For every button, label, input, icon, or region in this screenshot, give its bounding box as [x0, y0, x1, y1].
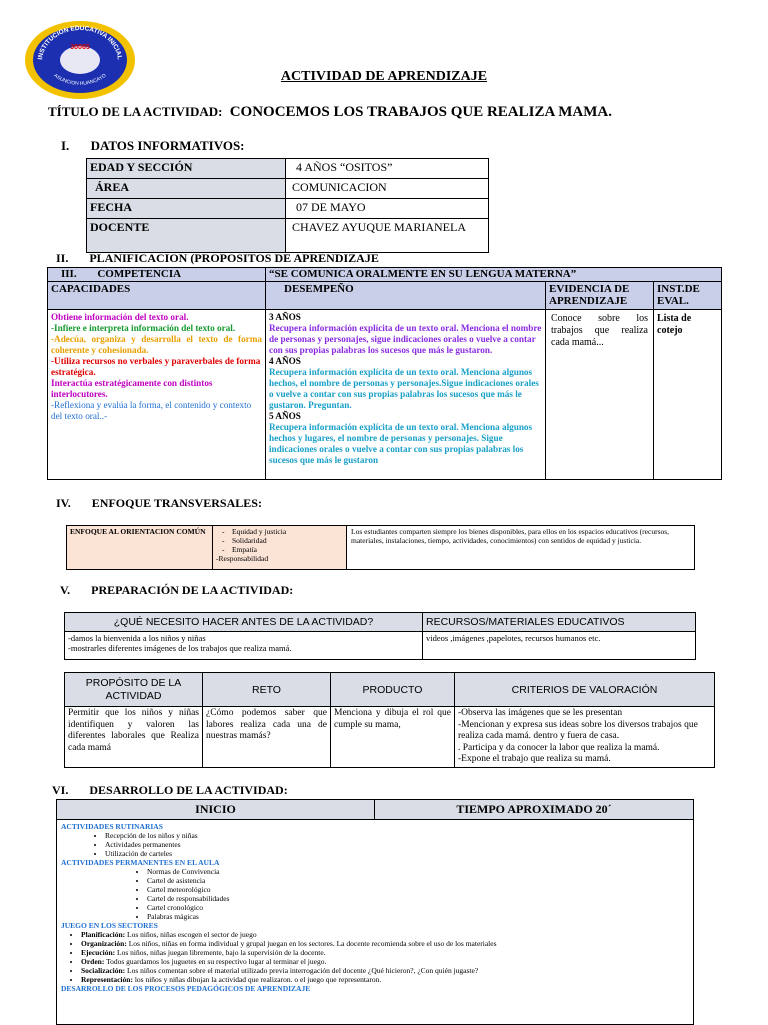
school-logo [22, 18, 138, 100]
prep-header-1: ¿QUÉ NECESITO HACER ANTES DE LA ACTIVIDAD? [65, 613, 423, 632]
criterio-1: -Observa las imágenes que se les presentan [458, 708, 623, 718]
plan-header-reto: RETO [203, 673, 331, 707]
desarrollo-table [56, 799, 694, 1025]
section-1-heading [61, 138, 245, 154]
criterio-2: -Mencionan y expresa sus ideas sobre los diversos trabajos que realiza cada mamá. dentro y fuera de casa. [458, 719, 698, 741]
datos-table [86, 158, 489, 253]
rutinaria-2: • Actividades permanentes [105, 840, 689, 849]
header-capacidades: CAPACIDADES [48, 282, 266, 310]
inicio-header: INICIO [57, 800, 375, 820]
area-label: ÁREA [87, 179, 286, 199]
permanentes-title: ACTIVIDADES PERMANENTES EN EL AULA [61, 858, 220, 867]
capacidad-6: -Reflexiona y evalúa la forma, el contenido y contexto del texto oral..- [51, 400, 252, 421]
document-title: ACTIVIDAD DE APRENDIZAJE [280, 69, 488, 84]
plan-proposito: Permitir que los niños y niñas identifiquen y valoren las diferentes laborales que Realiza cada mamá [65, 707, 203, 768]
edad-value: 4 AÑOS “OSITOS” [286, 159, 489, 179]
procesos-title: DESARROLLO DE LOS PROCESOS PEDAGÓGICOS DE APRENDIZAJE [61, 984, 311, 993]
tiempo-header: TIEMPO APROXIMADO 20´ [375, 800, 694, 820]
permanente-2: • Cartel de asistencia [147, 876, 689, 885]
proposito-table [64, 672, 715, 768]
rutinaria-3: • Utilización de carteles [105, 849, 689, 858]
desempeno-age-4: 4 AÑOS [269, 356, 301, 366]
section-1-number: I. [61, 138, 70, 153]
juego-item-3: • Ejecución: Los niños, niñas juegan libremente, bajo la supervisión de la docente. [81, 948, 689, 957]
section-1-title: DATOS INFORMATIVOS: [90, 138, 245, 153]
preparacion-table [64, 612, 696, 660]
header-evidencia: EVIDENCIA DE APRENDIZAJE [546, 282, 654, 310]
permanente-5: • Cartel cronológico [147, 903, 689, 912]
juego-item-4: • Orden: Todos guardamos los juguetes en su respectivo lugar al terminar el juego. [81, 957, 689, 966]
docente-label: DOCENTE [87, 219, 286, 253]
enfoque-name: ENFOQUE AL ORIENTACION COMÚN [67, 526, 213, 570]
section-3-number: III. [61, 268, 77, 280]
fecha-label: FECHA [87, 199, 286, 219]
criterio-3: . Participa y da conocer la labor que realiza la mamá. [458, 742, 660, 753]
logo-bottom-text: ASUNCION HUANCAYO [52, 72, 108, 87]
plan-header-criterios: CRITERIOS DE VALORACIÓN [455, 673, 715, 707]
enfoque-value-3: Empatía [232, 545, 257, 554]
rutinaria-1: • Recepción de los niños y niñas [105, 831, 689, 840]
juego-item-2: • Organización: Los niños, niñas en forma individual y grupal juegan en los sectores. La docente recomienda sobre el uso de los materiales [81, 939, 689, 948]
juego-item-6: • Representación: los niños y niñas dibujan la actividad que realizaron. o el juego que representaron. [81, 975, 689, 984]
plan-reto: ¿Cómo podemos saber que labores realiza cada una de nuestras mamás? [203, 707, 331, 768]
logo-top-text: INSTITUCION EDUCATIVA INICIAL [37, 24, 123, 61]
plan-producto: Menciona y dibuja el rol que cumple su mama, [331, 707, 455, 768]
section-5-number: V. [60, 583, 71, 597]
prep-resources: videos ,imágenes ,papelotes, recursos humanos etc. [423, 632, 696, 660]
prep-item-1: -damos la bienvenida a los niños y niñas [68, 633, 206, 643]
criterio-4: -Expone el trabajo que realiza su mamá. [458, 754, 611, 764]
fecha-value: 07 DE MAYO [286, 199, 489, 219]
enfoque-description: Los estudiantes comparten siempre los bienes disponibles, para ellos en los espacios educativos (recursos, materiales, instalaciones, tiempo, actividades, conocimientos) con sentidos de equidad y justicia. [347, 526, 695, 570]
section-2-title: PLANIFICACION (PROPOSITOS DE APRENDIZAJE [89, 251, 379, 265]
section-6-heading [52, 783, 288, 798]
prep-item-2: -mostrarles diferentes imágenes de los trabajos que realiza mamá. [68, 643, 292, 653]
juego-title: JUEGO EN LOS SECTORES [61, 921, 158, 930]
logo-number: 30065 [70, 44, 90, 51]
prep-header-2: RECURSOS/MATERIALES EDUCATIVOS [423, 613, 696, 632]
capacidad-2: -Infiere e interpreta información del texto oral. [51, 323, 236, 333]
section-4-number: IV. [56, 496, 71, 510]
enfoque-table: ENFOQUE AL ORIENTACION COMÚN - Equidad y justicia - Solidaridad - Empatía -Responsabilidad Los estudiantes comparten siempre los bienes disponibles, para ellos en los espacios educativos (recursos, materiales, instalaciones, tiempo, actividades, conocimientos) con sentidos de equidad y justicia. [66, 525, 695, 570]
desempeno-age-5: 5 AÑOS [269, 411, 301, 421]
desempeno-text-5: Recupera información explícita de un texto oral. Menciona algunos hechos y lugares, el nombre de personas y personajes. Sigue indicaciones orales o vuelve a contar con sus propias palabras los sucesos que más le gustaron [269, 422, 533, 465]
competencia-table [47, 267, 722, 480]
section-2-number: II. [56, 251, 69, 265]
section-4-heading [56, 496, 262, 511]
juego-item-5: • Socialización: Los niños comentan sobre el material utilizado previa interrogación del docente ¿Qué hicieron?, ¿Con quién jugaste? [81, 966, 689, 975]
rutinarias-title: ACTIVIDADES RUTINARIAS [61, 822, 163, 831]
permanente-6: • Palabras mágicas [147, 912, 689, 921]
plan-header-producto: PRODUCTO [331, 673, 455, 707]
capacidad-5: Interactúa estratégicamente con distintos interlocutores. [51, 378, 213, 399]
competencia-value: “SE COMUNICA ORALMENTE EN SU LENGUA MATERNA” [269, 268, 577, 280]
section-5-heading [60, 583, 293, 598]
header-desempeno: DESEMPEÑO [266, 282, 546, 310]
evidencia-text: Conoce sobre los trabajos que realiza cada mamá... [546, 310, 654, 480]
edad-label: EDAD Y SECCIÓN [87, 159, 286, 179]
capacidad-1: Obtiene información del texto oral. [51, 312, 189, 322]
docente-value: CHAVEZ AYUQUE MARIANELA [286, 219, 489, 253]
header-inst: INST.DE EVAL. [654, 282, 722, 310]
area-value: COMUNICACION [286, 179, 489, 199]
activity-title-value: CONOCEMOS LOS TRABAJOS QUE REALIZA MAMA. [229, 104, 612, 120]
desempeno-text-3: Recupera información explícita de un texto oral. Menciona el nombre de personas y personajes, sigue indicaciones orales o vuelve a contar con sus propias palabras los sucesos que más le gustaron. [269, 323, 542, 355]
permanente-4: • Cartel de responsabilidades [147, 894, 689, 903]
juego-item-1: • Planificación: Los niños, niñas escogen el sector de juego [81, 930, 689, 939]
plan-header-proposito: PROPÓSITO DE LA ACTIVIDAD [65, 673, 203, 707]
desempeno-text-4: Recupera información explícita de un texto oral. Menciona algunos hechos, el nombre de personas y personajes.Sigue indicaciones orales o vuelve a contar con sus propias palabras los sucesos que más le gustaron. Preguntan. [269, 367, 539, 410]
inst-text: Lista de cotejo [654, 310, 722, 480]
enfoque-value-1: Equidad y justicia [232, 527, 287, 536]
section-6-number: VI. [52, 783, 69, 797]
competencia-label: COMPETENCIA [97, 268, 182, 280]
desempeno-age-3: 3 AÑOS [269, 312, 301, 322]
enfoque-value-4: -Responsabilidad [216, 554, 269, 563]
activity-title-label: TÍTULO DE LA ACTIVIDAD: [48, 104, 223, 119]
section-5-title: PREPARACIÓN DE LA ACTIVIDAD: [91, 583, 294, 597]
section-4-title: ENFOQUE TRANSVERSALES: [91, 496, 262, 510]
enfoque-value-2: Solidaridad [232, 536, 267, 545]
permanente-3: • Cartel meteorológico [147, 885, 689, 894]
permanente-1: • Normas de Convivencia [147, 867, 689, 876]
section-6-title: DESARROLLO DE LA ACTIVIDAD: [89, 783, 288, 797]
capacidad-4: -Utiliza recursos no verbales y paraverbales de forma estratégica. [51, 356, 261, 377]
activity-title [48, 104, 612, 121]
section-2-heading [56, 251, 379, 266]
capacidad-3: -Adecúa, organiza y desarrolla el texto de forma coherente y cohesionada. [51, 334, 262, 355]
